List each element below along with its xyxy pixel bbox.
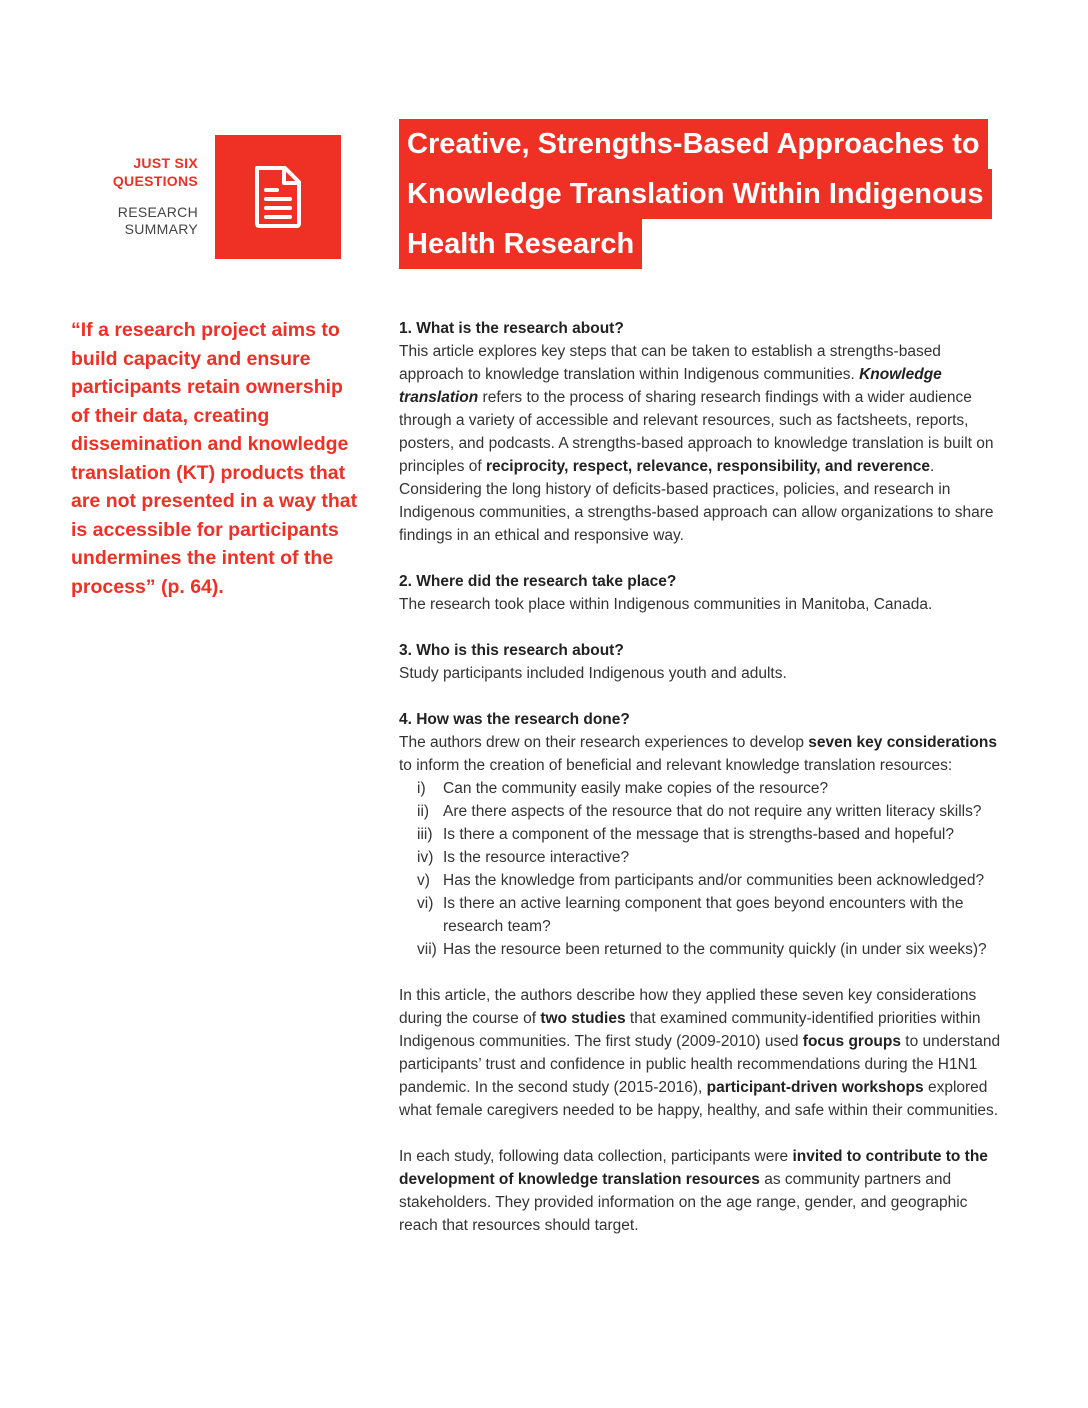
text-run: In each study, following data collection, participants were <box>399 1148 793 1165</box>
list-item <box>399 938 1009 961</box>
answer-2: The research took place within Indigenous communities in Manitoba, Canada. <box>399 596 933 613</box>
question-2: 2. Where did the research take place? <box>399 573 677 590</box>
title-line-2: Knowledge Translation Within Indigenous <box>399 169 992 219</box>
pull-quote: “If a research project aims to build capacity and ensure participants retain ownership of their data, creating dissemination and knowledge translation (KT) products that are not presented in a way that is accessible for participants undermines the intent of the process” (p. 64). <box>71 319 358 598</box>
contribution-emphasis: invited to contribute to the development of knowledge translation resources <box>399 1148 988 1188</box>
list-text: Has the resource been returned to the community quickly (in under six weeks)? <box>443 941 987 958</box>
doc-type-line1: RESEARCH <box>117 204 198 220</box>
title-line-3: Health Research <box>399 219 642 269</box>
list-number: vii) <box>417 941 437 958</box>
list-text: Has the knowledge from participants and/or communities been acknowledged? <box>443 872 985 889</box>
list-item <box>399 869 1009 892</box>
list-number: v) <box>417 872 430 889</box>
text-run: to inform the creation of beneficial and relevant knowledge translation resources: <box>399 757 953 774</box>
question-1: 1. What is the research about? <box>399 320 624 337</box>
answer-1 <box>399 340 1009 547</box>
text-run: In this article, the authors describe how they applied these seven key considerations during the course of <box>399 987 977 1027</box>
term-knowledge-translation: Knowledge translation <box>399 366 942 406</box>
series-name-line2: QUESTIONS <box>112 173 198 189</box>
principles-emphasis: reciprocity, respect, relevance, responsibility, and reverence <box>486 458 930 475</box>
considerations-list <box>399 777 1009 961</box>
text-run: This article explores key steps that can be taken to establish a strengths-based approach to knowledge translation within Indigenous communities. <box>399 343 941 383</box>
list-number: vi) <box>417 895 434 912</box>
question-3: 3. Who is this research about? <box>399 642 624 659</box>
list-text: Is there an active learning component that goes beyond encounters with the research team? <box>443 895 964 935</box>
list-text: Is there a component of the message that is strengths-based and hopeful? <box>443 826 954 843</box>
section-3 <box>399 639 1009 685</box>
list-item <box>399 800 1009 823</box>
text-run: as community partners and stakeholders. They provided information on the age range, gender, and geographic reach that resources should target. <box>399 1171 968 1234</box>
workshops-emphasis: participant-driven workshops <box>706 1079 924 1096</box>
question-4: 4. How was the research done? <box>399 711 630 728</box>
list-item <box>399 777 1009 800</box>
text-run: . Considering the long history of deficits-based practices, policies, and research in Indigenous communities, a strengths-based approach can allow organizations to share findings in an ethical and responsive way. <box>399 458 994 544</box>
list-number: iv) <box>417 849 434 866</box>
document-icon-box <box>215 135 341 259</box>
section-1 <box>399 317 1009 547</box>
contribution-paragraph <box>399 1145 1009 1237</box>
list-text: Are there aspects of the resource that do not require any written literacy skills? <box>443 803 982 820</box>
title-line-1: Creative, Strengths-Based Approaches to <box>399 119 988 169</box>
section-4 <box>399 708 1009 961</box>
series-name-line1: JUST SIX <box>133 155 198 171</box>
list-item <box>399 892 1009 938</box>
section-2 <box>399 570 1009 616</box>
text-run: to understand participants’ trust and confidence in public health recommendations during the H1N1 pandemic. In the second study (2015-2016), <box>399 1033 1001 1096</box>
two-studies-emphasis: two studies <box>540 1010 626 1027</box>
doc-type-line2: SUMMARY <box>124 221 198 237</box>
answer-4-intro <box>399 731 1009 777</box>
article-body <box>399 317 1009 1260</box>
text-run: that examined community-identified priorities within Indigenous communities. The first study (2009-2010) used <box>399 1010 981 1050</box>
section-4-paragraph-2 <box>399 984 1009 1122</box>
seven-key-considerations-emphasis: seven key considerations <box>808 734 997 751</box>
page-title <box>399 119 1019 269</box>
list-item <box>399 823 1009 846</box>
list-item <box>399 846 1009 869</box>
series-label <box>80 154 198 238</box>
text-run: explored what female caregivers needed to be happy, healthy, and safe within their communities. <box>399 1079 999 1119</box>
section-4-paragraph-3 <box>399 1145 1009 1237</box>
answer-3: Study participants included Indigenous youth and adults. <box>399 665 787 682</box>
document-icon <box>253 166 303 228</box>
list-text: Can the community easily make copies of the resource? <box>443 780 829 797</box>
focus-groups-emphasis: focus groups <box>802 1033 901 1050</box>
text-run: refers to the process of sharing research findings with a wider audience through a variety of accessible and relevant resources, such as factsheets, reports, posters, and podcasts. A strengths-based approach to knowledge translation is built on principles of <box>399 389 994 475</box>
list-text: Is the resource interactive? <box>443 849 630 866</box>
list-number: iii) <box>417 826 433 843</box>
text-run: The authors drew on their research experiences to develop <box>399 734 809 751</box>
list-number: ii) <box>417 803 430 820</box>
list-number: i) <box>417 780 426 797</box>
studies-paragraph <box>399 984 1009 1122</box>
